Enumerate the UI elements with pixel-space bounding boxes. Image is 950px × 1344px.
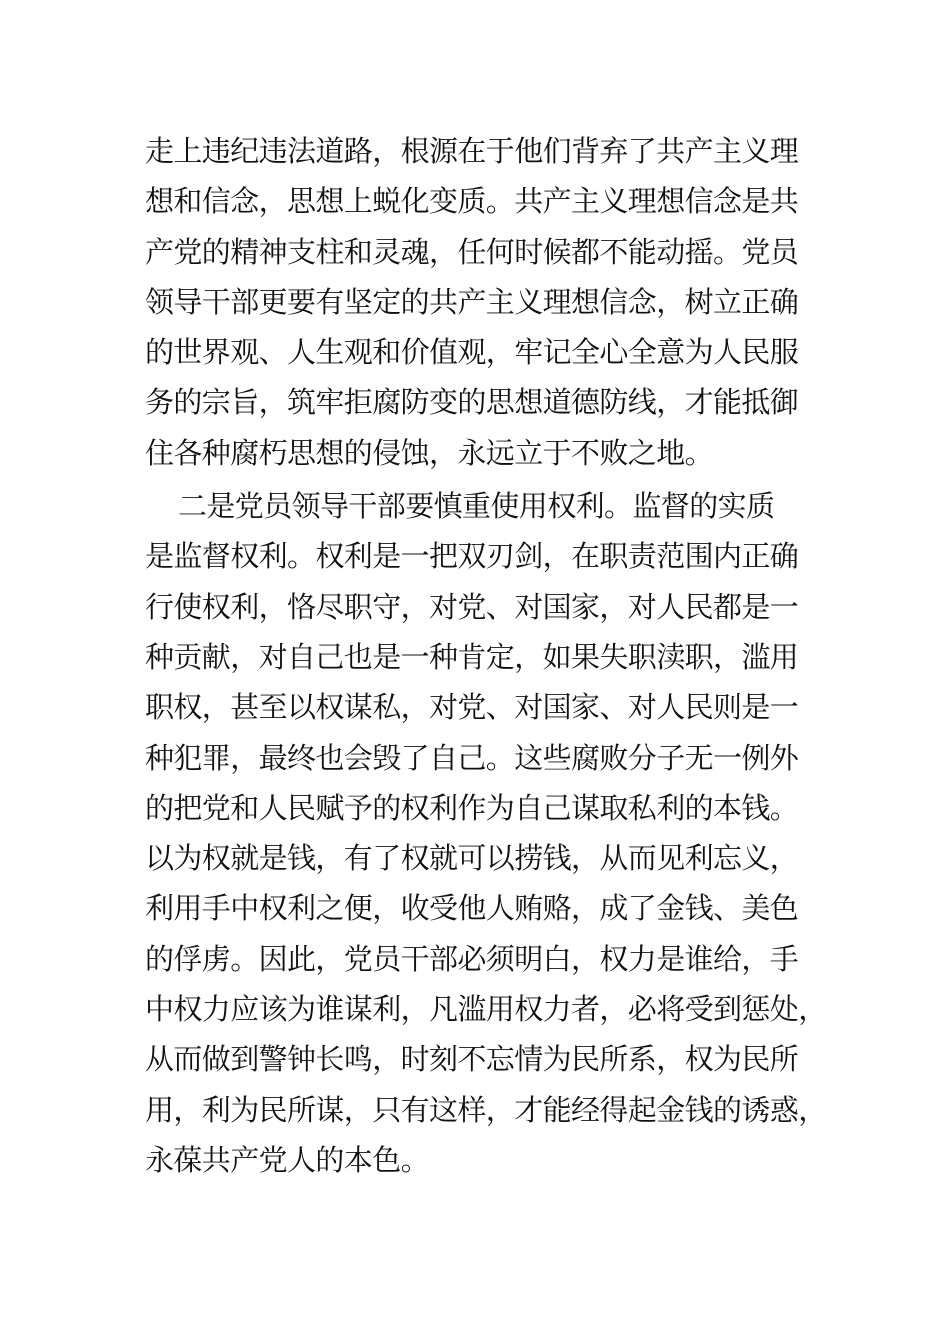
text-line: 的世界观、人生观和价值观，牢记全心全意为人民服 xyxy=(145,335,799,370)
text-line: 务的宗旨，筑牢拒腐防变的思想道德防线，才能抵御 xyxy=(145,385,799,420)
paragraph-power xyxy=(145,481,827,1185)
text-line: 利用手中权利之便，收受他人贿赂，成了金钱、美色 xyxy=(145,891,799,926)
text-line: 行使权利，恪尽职守，对党、对国家，对人民都是一 xyxy=(145,589,799,624)
text-line: 用，利为民所谋，只有这样，才能经得起金钱的诱惑， xyxy=(145,1092,827,1127)
text-line: 想和信念，思想上蜕化变质。共产主义理想信念是共 xyxy=(145,184,799,219)
text-line: 从而做到警钟长鸣，时刻不忘情为民所系，权为民所 xyxy=(145,1042,799,1077)
text-line: 种犯罪，最终也会毁了自己。这些腐败分子无一例外 xyxy=(145,740,799,775)
text-line: 永葆共产党人的本色。 xyxy=(145,1142,430,1177)
text-line: 走上违纪违法道路，根源在于他们背弃了共产主义理 xyxy=(145,134,799,168)
text-line: 中权力应该为谁谋利，凡滥用权力者，必将受到惩处， xyxy=(145,992,827,1027)
paragraph-ideals xyxy=(145,126,815,478)
text-line: 的俘虏。因此，党员干部必须明白，权力是谁给，手 xyxy=(145,941,799,976)
text-line: 住各种腐朽思想的侵蚀，永远立于不败之地。 xyxy=(145,435,714,470)
text-line: 种贡献，对自己也是一种肯定，如果失职渎职，滥用 xyxy=(145,639,799,674)
text-line-first: 二是党员领导干部要慎重使用权利。监督的实质 xyxy=(178,489,775,524)
text-line: 的把党和人民赋予的权利作为自己谋取私利的本钱。 xyxy=(145,790,799,825)
text-line: 是监督权利。权利是一把双刃剑，在职责范围内正确 xyxy=(145,539,799,574)
text-line: 领导干部更要有坚定的共产主义理想信念，树立正确 xyxy=(145,284,799,319)
text-line: 职权，甚至以权谋私，对党、对国家、对人民则是一 xyxy=(145,690,799,725)
text-line: 以为权就是钱，有了权就可以捞钱，从而见利忘义， xyxy=(145,841,799,876)
document-body xyxy=(145,126,827,1185)
text-line: 产党的精神支柱和灵魂，任何时候都不能动摇。党员 xyxy=(145,234,799,269)
